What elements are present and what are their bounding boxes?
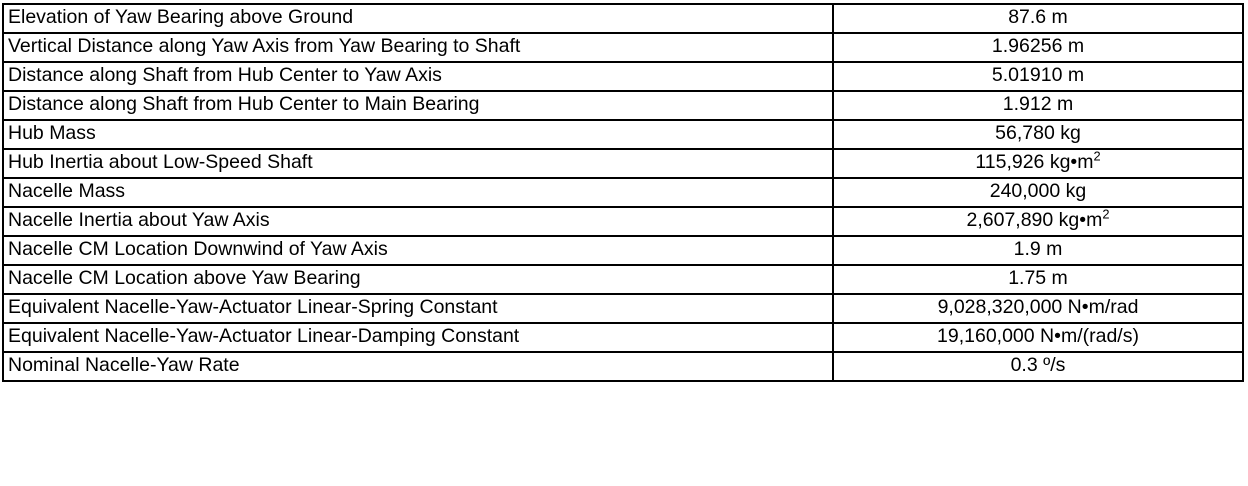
property-value: 5.01910 m: [833, 62, 1243, 91]
table-row: [3, 236, 1243, 265]
property-value: 19,160,000 N•m/(rad/s): [833, 323, 1243, 352]
property-label: Hub Inertia about Low-Speed Shaft: [3, 149, 833, 178]
property-value: 0.3 º/s: [833, 352, 1243, 381]
property-label: Nominal Nacelle-Yaw Rate: [3, 352, 833, 381]
property-label: Nacelle Mass: [3, 178, 833, 207]
property-label: Equivalent Nacelle-Yaw-Actuator Linear-Damping Constant: [3, 323, 833, 352]
property-value: 56,780 kg: [833, 120, 1243, 149]
table-row: [3, 120, 1243, 149]
property-value: 9,028,320,000 N•m/rad: [833, 294, 1243, 323]
property-label: Nacelle CM Location Downwind of Yaw Axis: [3, 236, 833, 265]
table-row: [3, 265, 1243, 294]
property-label: Elevation of Yaw Bearing above Ground: [3, 4, 833, 33]
table-row: [3, 4, 1243, 33]
table-row: [3, 207, 1243, 236]
property-label: Nacelle CM Location above Yaw Bearing: [3, 265, 833, 294]
properties-table: [2, 3, 1244, 382]
table-row: [3, 91, 1243, 120]
value-text: 115,926 kg•m: [975, 151, 1094, 174]
property-label: Nacelle Inertia about Yaw Axis: [3, 207, 833, 236]
property-value: 87.6 m: [833, 4, 1243, 33]
table-row: [3, 33, 1243, 62]
property-value: 1.96256 m: [833, 33, 1243, 62]
property-label: Hub Mass: [3, 120, 833, 149]
property-label: Equivalent Nacelle-Yaw-Actuator Linear-Spring Constant: [3, 294, 833, 323]
value-exponent: 2: [1093, 149, 1101, 164]
property-label: Distance along Shaft from Hub Center to Main Bearing: [3, 91, 833, 120]
table-body: [3, 4, 1243, 381]
table-row: [3, 294, 1243, 323]
property-label: Distance along Shaft from Hub Center to Yaw Axis: [3, 62, 833, 91]
table-row: [3, 352, 1243, 381]
property-value: 240,000 kg: [833, 178, 1243, 207]
property-value: [833, 149, 1243, 178]
value-text: 2,607,890 kg•m: [966, 209, 1103, 232]
value-exponent: 2: [1102, 207, 1110, 222]
table-row: [3, 323, 1243, 352]
property-value: 1.912 m: [833, 91, 1243, 120]
property-value: 1.9 m: [833, 236, 1243, 265]
property-value: 1.75 m: [833, 265, 1243, 294]
property-label: Vertical Distance along Yaw Axis from Yaw Bearing to Shaft: [3, 33, 833, 62]
table-row: [3, 149, 1243, 178]
table-row: [3, 62, 1243, 91]
property-value: [833, 207, 1243, 236]
document-sheet: [0, 3, 1248, 486]
table-row: [3, 178, 1243, 207]
